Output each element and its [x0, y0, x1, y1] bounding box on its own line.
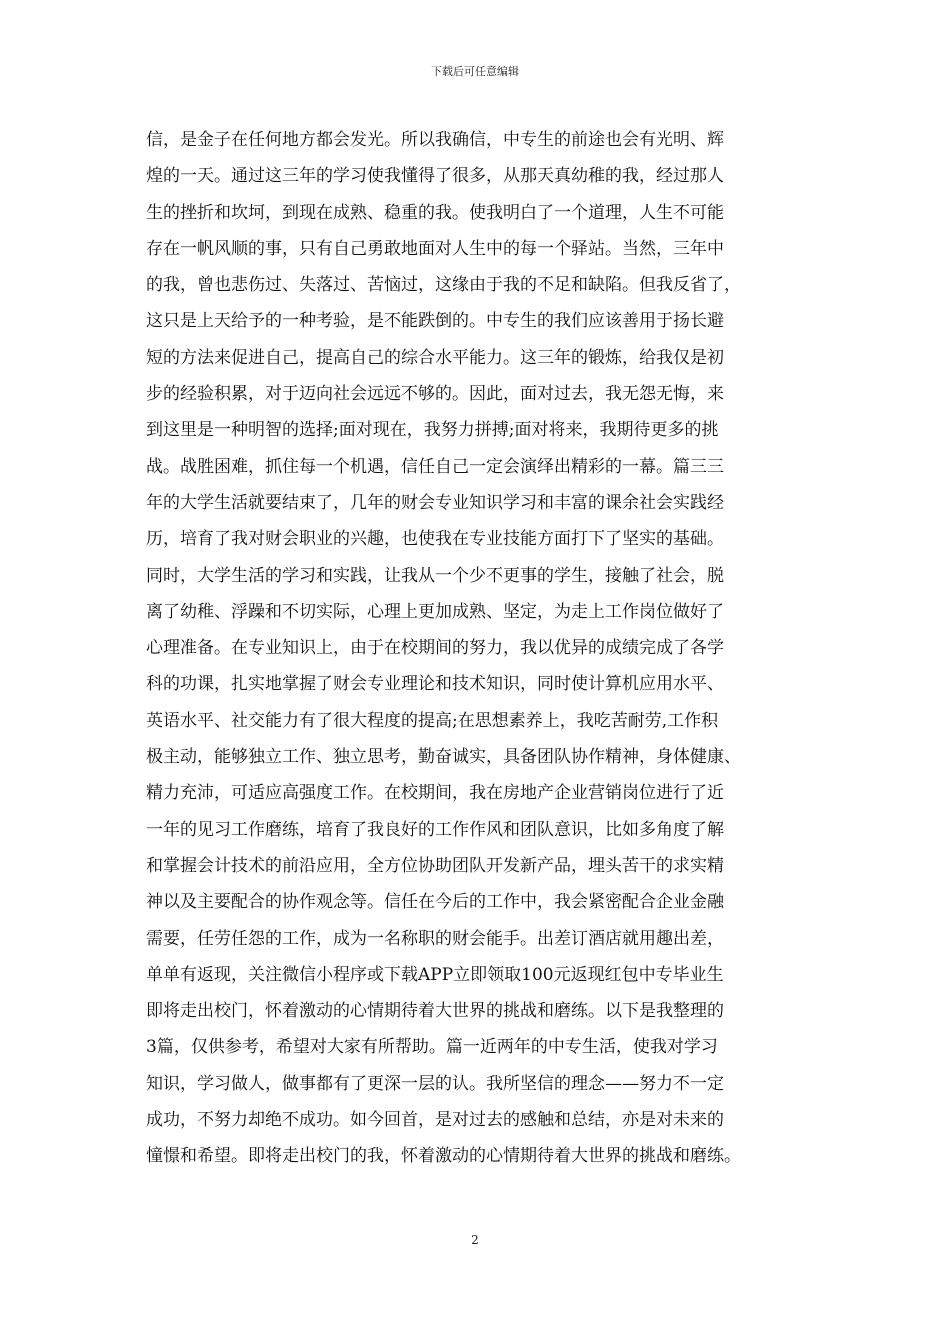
body-line: 历，培育了我对财会职业的兴趣，也使我在专业技能方面打下了坚实的基础。 [146, 529, 724, 550]
body-line: 到这里是一种明智的选择;面对现在，我努力拼搏;面对将来，我期待更多的挑 [146, 420, 719, 441]
body-line: 成功，不努力却绝不成功。如今回首，是对过去的感触和总结，亦是对未来的 [146, 1110, 724, 1131]
body-line: 心理准备。在专业知识上，由于在校期间的努力，我以优异的成绩完成了各学 [146, 638, 724, 659]
body-line: 单单有返现，关注微信小程序或下载APP立即领取100元返现红包中专毕业生 [146, 964, 724, 985]
body-line: 步的经验积累，对于迈向社会远远不够的。因此，面对过去，我无怨无悔，来 [146, 384, 724, 405]
body-line: 需要，任劳任怨的工作，成为一名称职的财会能手。出差订酒店就用趣出差， [146, 928, 724, 949]
body-line: 憧憬和希望。即将走出校门的我，怀着激动的心情期待着大世界的挑战和磨练。 [146, 1146, 741, 1167]
body-line: 同时，大学生活的学习和实践，让我从一个少不更事的学生，接触了社会，脱 [146, 565, 724, 586]
body-line: 神以及主要配合的协作观念等。信任在今后的工作中，我会紧密配合企业金融 [146, 892, 724, 913]
body-line: 极主动，能够独立工作、独立思考，勤奋诚实，具备团队协作精神，身体健康、 [146, 747, 741, 768]
body-line: 信，是金子在任何地方都会发光。所以我确信，中专生的前途也会有光明、辉 [146, 130, 724, 150]
page-header: 下载后可任意编辑 [431, 65, 519, 78]
body-line: 精力充沛，可适应高强度工作。在校期间，我在房地产企业营销岗位进行了近 [146, 783, 724, 804]
body-line: 一年的见习工作磨练，培育了我良好的工作作风和团队意识，比如多角度了解 [146, 819, 724, 840]
page-number: 2 [471, 1233, 479, 1247]
body-line: 战。战胜困难，抓住每一个机遇，信任自己一定会演绎出精彩的一幕。篇三三 [146, 456, 724, 477]
document-body [146, 122, 826, 1175]
body-line: 英语水平、社交能力有了很大程度的提高;在思想素养上，我吃苦耐劳,工作积 [146, 710, 719, 731]
body-line: 这只是上天给予的一种考验，是不能跌倒的。中专生的我们应该善用于扬长避 [146, 311, 724, 332]
body-line: 生的挫折和坎坷，到现在成熟、稳重的我。使我明白了一个道理，人生不可能 [146, 202, 724, 223]
body-line: 短的方法来促进自己，提高自己的综合水平能力。这三年的锻炼，给我仅是初 [146, 347, 724, 368]
body-line: 的我，曾也悲伤过、失落过、苦恼过，这缘由于我的不足和缺陷。但我反省了， [146, 275, 741, 296]
body-line: 和掌握会计技术的前沿应用，全方位协助团队开发新产品，埋头苦干的求实精 [146, 855, 724, 876]
body-line: 存在一帆风顺的事，只有自己勇敢地面对人生中的每一个驿站。当然，三年中 [146, 238, 724, 259]
body-line: 离了幼稚、浮躁和不切实际，心理上更加成熟、坚定，为走上工作岗位做好了 [146, 601, 724, 622]
body-line: 煌的一天。通过这三年的学习使我懂得了很多，从那天真幼稚的我，经过那人 [146, 166, 724, 187]
body-line: 即将走出校门，怀着激动的心情期待着大世界的挑战和磨练。以下是我整理的 [146, 1001, 724, 1022]
body-line: 年的大学生活就要结束了，几年的财会专业知识学习和丰富的课余社会实践经 [146, 492, 724, 513]
body-line: 3篇，仅供参考，希望对大家有所帮助。篇一近两年的中专生活，使我对学习 [146, 1037, 718, 1058]
body-line: 知识，学习做人，做事都有了更深一层的认。我所坚信的理念——努力不一定 [146, 1073, 724, 1094]
body-line: 科的功课，扎实地掌握了财会专业理论和技术知识，同时使计算机应用水平、 [146, 674, 724, 695]
